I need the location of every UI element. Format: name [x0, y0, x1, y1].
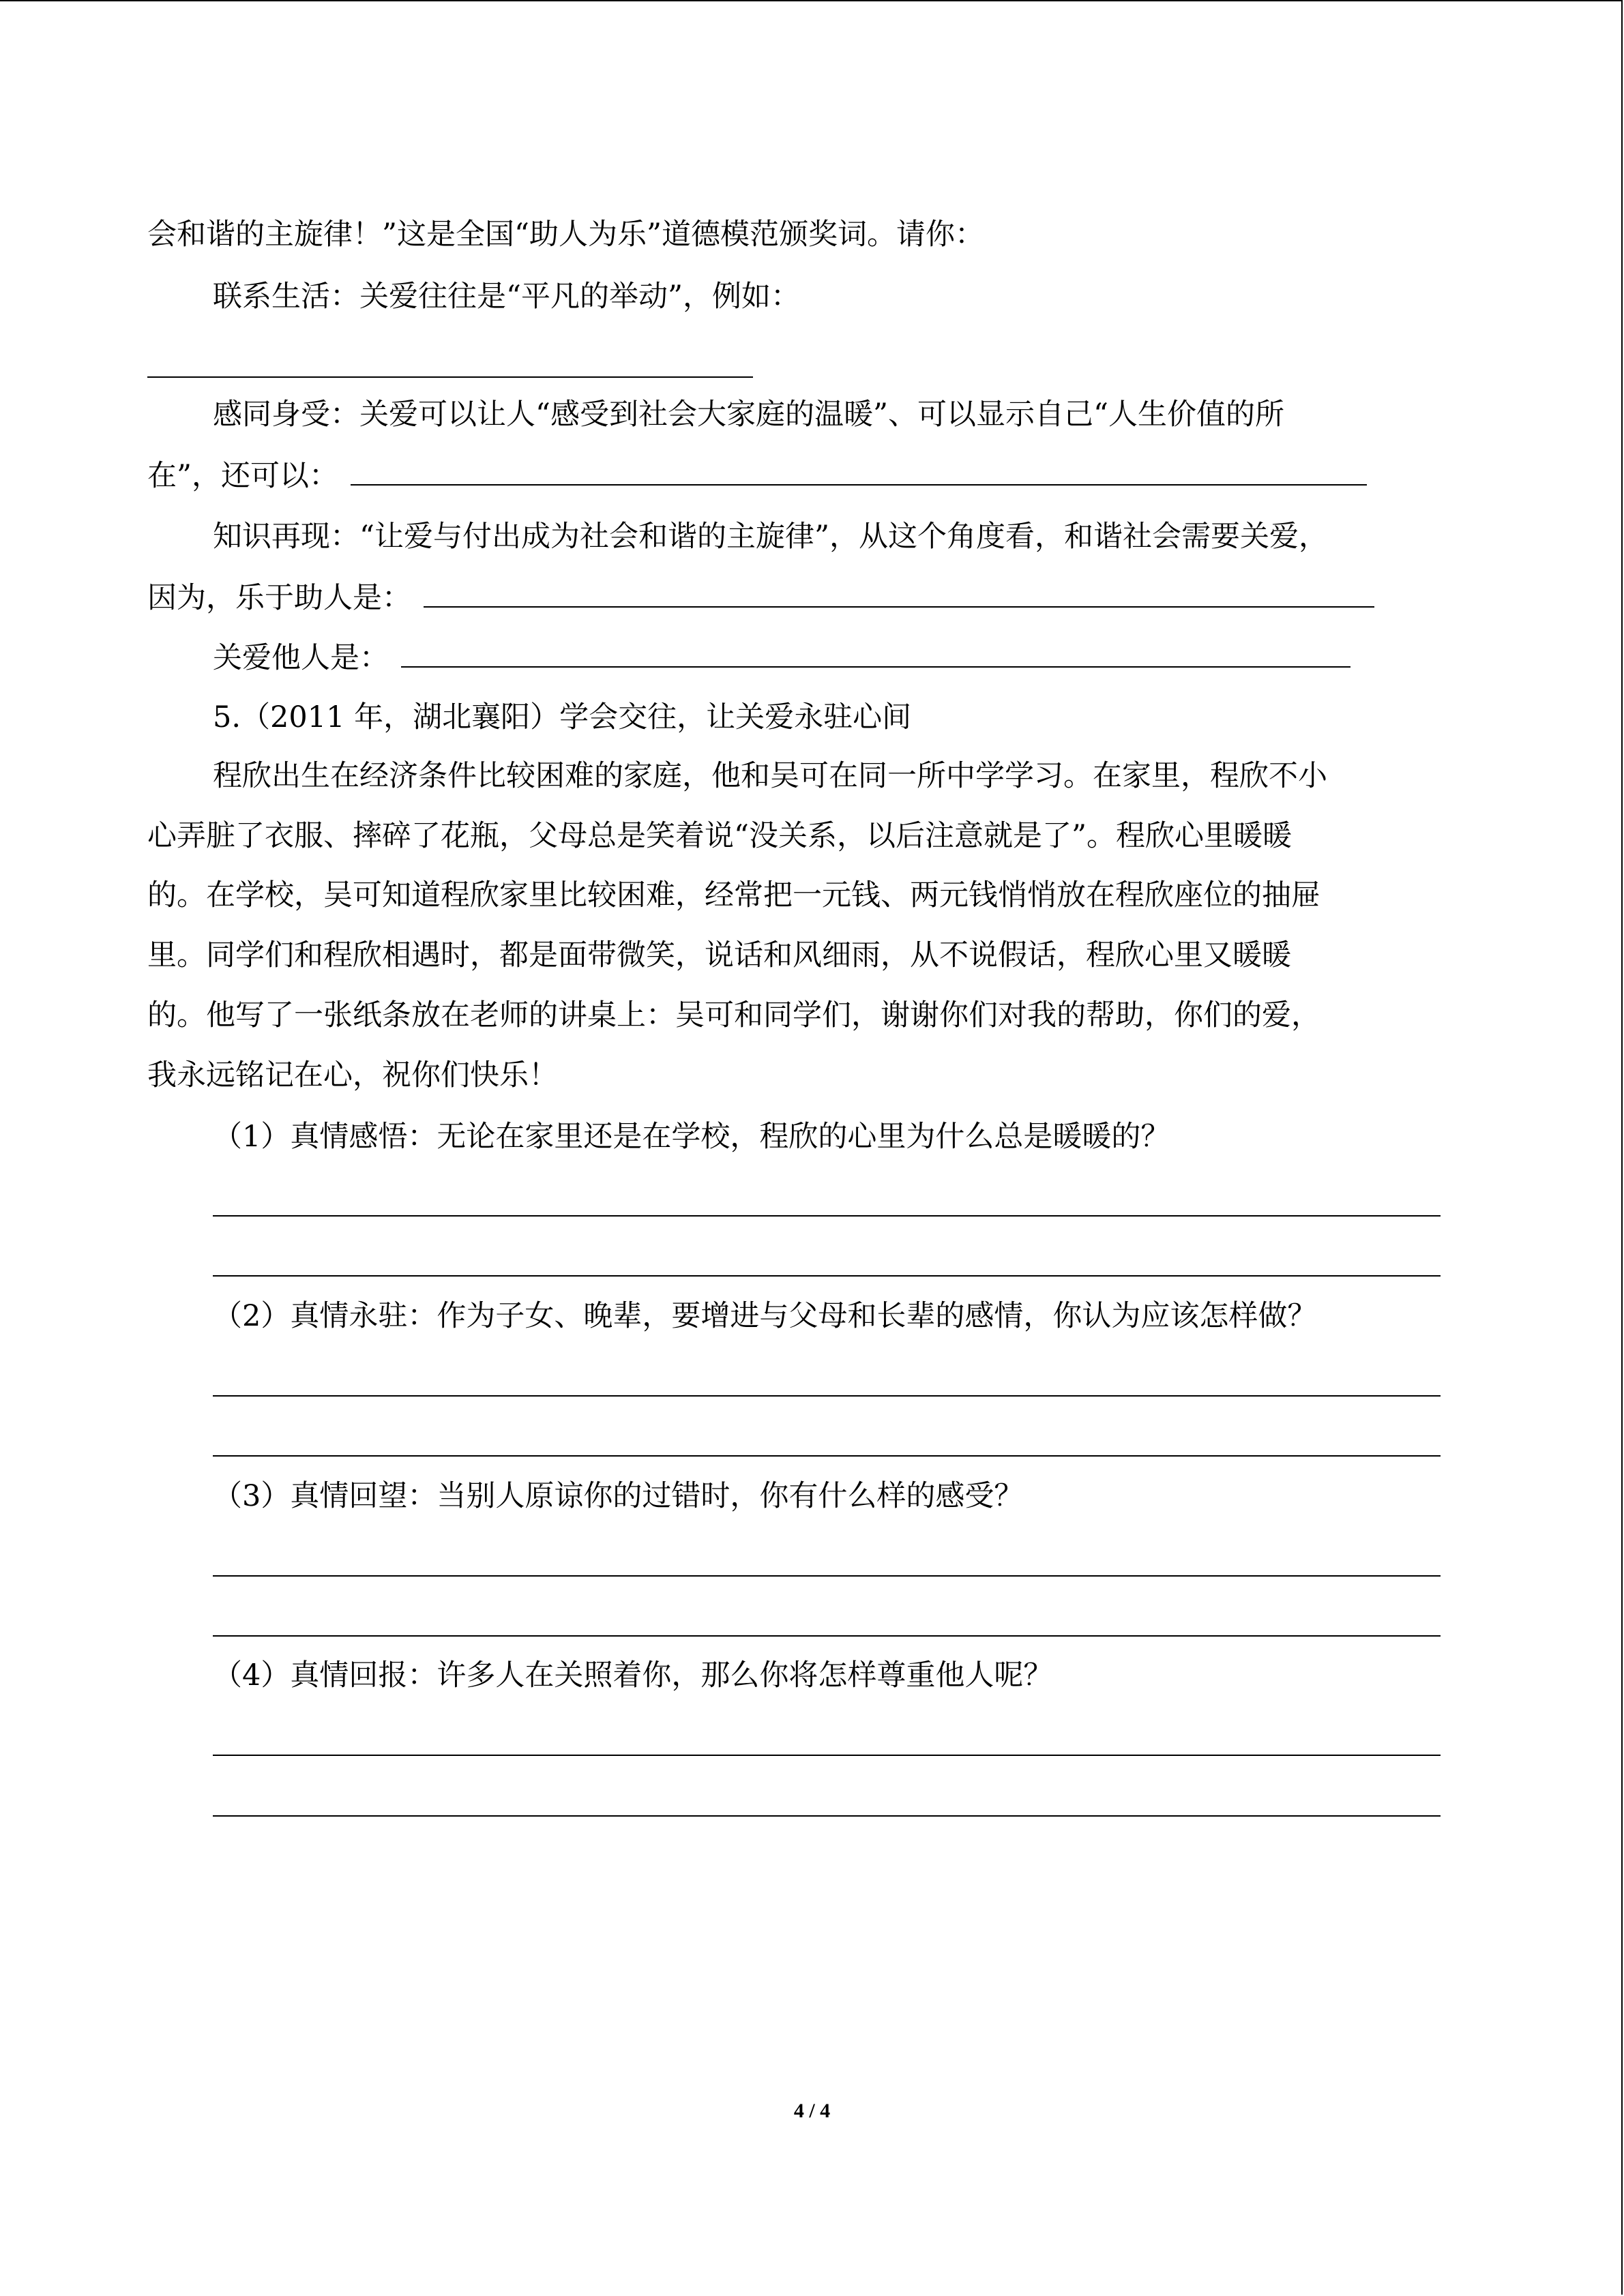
answer-line-q3-b[interactable]	[213, 1635, 1441, 1637]
answer-line-q1-b[interactable]	[213, 1275, 1441, 1277]
answer-blank-care-others[interactable]	[401, 666, 1350, 668]
answer-line-q2-b[interactable]	[213, 1455, 1441, 1457]
answer-line-q2-a[interactable]	[213, 1395, 1441, 1397]
paragraph-knowledge-line1: 知识再现：“让爱与付出成为社会和谐的主旋律”，从这个角度看，和谐社会需要关爱，	[213, 520, 1328, 554]
answer-line-q3-a[interactable]	[213, 1575, 1441, 1577]
page-number: 4 / 4	[793, 2100, 831, 2122]
answer-line-q4-b[interactable]	[213, 1815, 1441, 1817]
empathy-text: 在”，还可以：	[147, 459, 338, 493]
sub-question-2: （2）真情永驻：作为子女、晚辈，要增进与父母和长辈的感情，你认为应该怎样做？	[213, 1299, 1317, 1333]
sub-question-3: （3）真情回望：当别人原谅你的过错时，你有什么样的感受？	[213, 1479, 1024, 1513]
answer-line-q1-a[interactable]	[213, 1215, 1441, 1217]
paragraph-empathy-line1: 感同身受：关爱可以让人“感受到社会大家庭的温暖”、可以显示自己“人生价值的所	[213, 398, 1284, 432]
knowledge-text: 因为，乐于助人是：	[147, 581, 411, 615]
answer-line-q4-a[interactable]	[213, 1755, 1441, 1756]
answer-blank-link-life[interactable]	[147, 376, 753, 378]
care-others-text: 关爱他人是：	[213, 641, 389, 675]
story-line: 的。他写了一张纸条放在老师的讲桌上：吴可和同学们，谢谢你们对我的帮助，你们的爱，	[147, 998, 1320, 1032]
paragraph-intro-tail: 会和谐的主旋律！”这是全国“助人为乐”道德模范颁奖词。请你：	[147, 218, 984, 252]
sub-question-4: （4）真情回报：许多人在关照着你，那么你将怎样尊重他人呢？	[213, 1658, 1053, 1693]
paragraph-empathy-line2	[147, 456, 1367, 496]
story-line: 心弄脏了衣服、摔碎了花瓶，父母总是笑着说“没关系，以后注意就是了”。程欣心里暖暖	[147, 819, 1292, 853]
paragraph-link-life: 联系生活：关爱往往是“平凡的举动”，例如：	[213, 280, 800, 314]
story-line: 我永远铭记在心，祝你们快乐！	[147, 1058, 558, 1092]
story-line: 里。同学们和程欣相遇时，都是面带微笑，说话和风细雨，从不说假话，程欣心里又暖暖	[147, 938, 1291, 972]
answer-blank-knowledge[interactable]	[424, 606, 1374, 608]
question-5-title: 5.（2011 年，湖北襄阳）学会交往，让关爱永驻心间	[213, 700, 912, 734]
answer-blank-empathy[interactable]	[351, 484, 1367, 486]
paragraph-knowledge-line2	[147, 578, 1374, 618]
paragraph-care-others	[213, 638, 1350, 679]
story-line: 程欣出生在经济条件比较困难的家庭，他和吴可在同一所中学学习。在家里，程欣不小	[213, 759, 1327, 793]
sub-question-1: （1）真情感悟：无论在家里还是在学校，程欣的心里为什么总是暖暖的？	[213, 1120, 1170, 1154]
story-line: 的。在学校，吴可知道程欣家里比较困难，经常把一元钱、两元钱悄悄放在程欣座位的抽屉	[147, 878, 1320, 912]
